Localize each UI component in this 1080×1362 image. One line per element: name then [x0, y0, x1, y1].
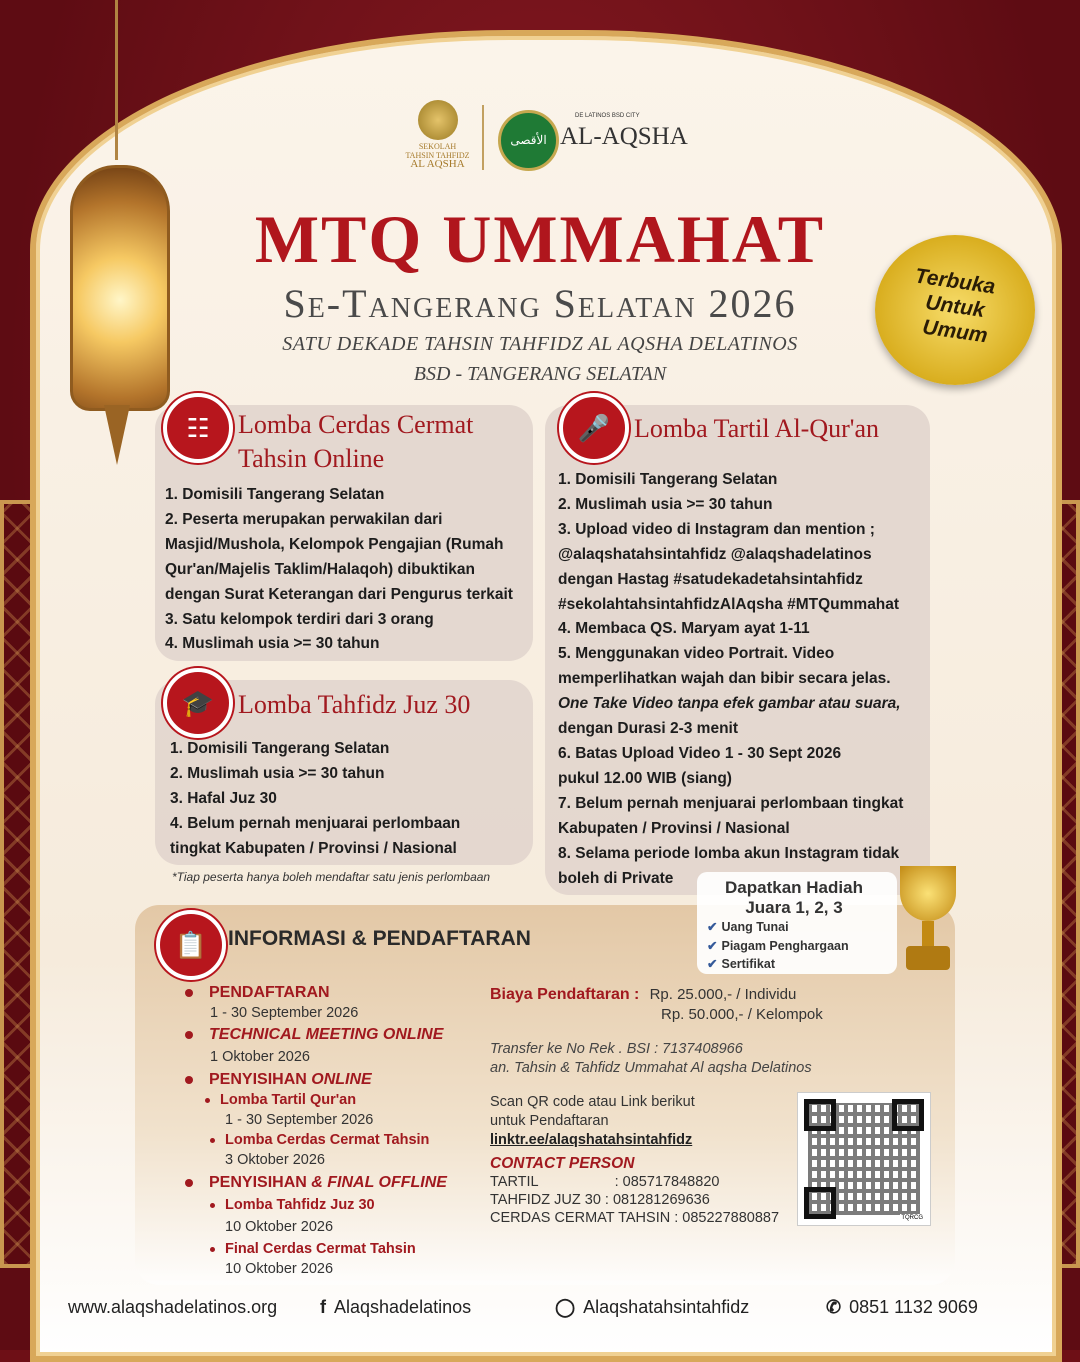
logos: [400, 95, 700, 185]
logo-subtext: DE LATINOS BSD CITY: [575, 113, 640, 119]
list-item: 6. Batas Upload Video 1 - 30 Sept 2026: [558, 744, 842, 762]
list-item: 2. Muslimah usia >= 30 tahun: [170, 764, 385, 782]
check-icon: ✔: [707, 938, 718, 953]
schedule-item: PENYISIHAN & FINAL OFFLINE: [185, 1173, 447, 1193]
subtitle: Se-Tangerang Selatan 2026: [283, 281, 797, 326]
tagline-line-2: BSD - TANGERANG SELATAN: [413, 363, 667, 385]
graduation-headset-icon: 🎓: [163, 668, 233, 738]
list-item: 4. Membaca QS. Maryam ayat 1-11: [558, 620, 810, 638]
al-aqsha-wordmark: AL-AQSHA: [560, 123, 688, 150]
sekolah-tahsin-logo: SEKOLAH TAHSIN TAHFIDZ AL AQSHA: [400, 95, 475, 185]
list-item: 1. Domisili Tangerang Selatan: [558, 471, 778, 488]
facebook-icon: f: [320, 1297, 326, 1317]
list-item: Masjid/Mushola, Kelompok Pengajian (Rumah: [165, 535, 504, 553]
list-item: ✔ Sertifikat: [707, 957, 775, 971]
list-item: dengan Durasi 2-3 menit: [558, 720, 739, 738]
list-item: 1. Domisili Tangerang Selatan: [165, 486, 385, 503]
contact-person: CONTACT PERSON TARTIL : 085717848820 TAHFIDZ JUZ 30 : 081281269636 CERDAS CERMAT TAHSIN : 085227880887: [490, 1155, 780, 1226]
schedule: PENDAFTARAN 1 - 30 September 2026 TECHNICAL MEETING ONLINE 1 Oktober 2026 PENYISIHAN ONLINE Lomba Tartil Qur'an 1 - 30 September 2026 Lomba Cerdas Cermat Tahsin 3 Oktober 2026 PENYISIHAN & FINAL OFFLINE Lomba Tahfidz Juz 30 10 Oktober 2026 Final Cerdas Cermat Tahsin 10 Oktober 2026: [185, 983, 447, 1279]
list-item: 4. Belum pernah menjuarai perlombaan: [170, 814, 461, 832]
instagram-icon: ◯: [555, 1297, 576, 1317]
list-item: 3. Upload video di Instagram dan mention ;: [558, 520, 875, 538]
cerdas-cermat-title: Lomba Cerdas Cermat Tahsin Online: [238, 410, 474, 473]
list-item: 2. Peserta merupakan perwakilan dari: [165, 510, 443, 528]
tahfidz-title: Lomba Tahfidz Juz 30: [238, 690, 471, 719]
al-aqsha-emblem-icon: الأقصى: [498, 110, 559, 171]
transfer-info: Transfer ke No Rek . BSI : 7137408966 an. Tahsin & Tahfidz Ummahat Al aqsha Delatinos: [490, 1041, 812, 1076]
terbuka-untuk-umum-seal: Terbuka Untuk Umum: [875, 235, 1035, 385]
phone-icon: ✆: [826, 1297, 842, 1317]
footer-facebook[interactable]: f Alaqshadelatinos: [320, 1297, 472, 1317]
list-item: boleh di Private: [558, 869, 674, 887]
list-item: tingkat Kabupaten / Provinsi / Nasional: [170, 839, 457, 857]
prize-box: Dapatkan Hadiah Juara 1, 2, 3 ✔ Uang Tunai ✔ Piagam Penghargaan ✔ Sertifikat: [697, 872, 897, 974]
tartil-title: Lomba Tartil Al-Qur'an: [634, 414, 879, 443]
tartil-rules: [558, 468, 903, 891]
check-icon: ✔: [707, 957, 718, 971]
list-item: 1. Domisili Tangerang Selatan: [170, 740, 390, 757]
list-item: 8. Selama periode lomba akun Instagram tidak: [558, 844, 900, 862]
list-item: 2. Muslimah usia >= 30 tahun: [558, 495, 773, 513]
fee: Biaya Pendaftaran : Rp. 25.000,- / Individu Rp. 50.000,- / Kelompok: [490, 986, 823, 1023]
clipboard-check-icon: 📋: [156, 910, 226, 980]
list-item: 4. Muslimah usia >= 30 tahun: [165, 635, 380, 653]
info-title: INFORMASI & PENDAFTARAN: [228, 927, 531, 950]
footer-instagram[interactable]: ◯ Alaqshatahsintahfidz: [555, 1297, 750, 1317]
schedule-item: PENDAFTARAN: [185, 983, 447, 1003]
list-item: Qur'an/Majelis Taklim/Halaqoh) dibuktikan: [165, 560, 476, 578]
tagline-line-1: SATU DEKADE TAHSIN TAHFIDZ AL AQSHA DELATINOS: [282, 333, 798, 355]
registration-link[interactable]: linktr.ee/alaqshatahsintahfidz: [490, 1132, 693, 1148]
qr-code[interactable]: TQRCG: [797, 1092, 931, 1226]
list-item: 3. Hafal Juz 30: [170, 789, 277, 807]
check-icon: ✔: [707, 920, 718, 934]
logo-divider: [482, 105, 484, 170]
list-item: ✔ Uang Tunai: [707, 920, 789, 934]
list-item: 7. Belum pernah menjuarai perlombaan tingkat: [558, 794, 904, 812]
list-item: pukul 12.00 WIB (siang): [558, 769, 732, 787]
list-item: dengan Surat Keterangan dari Pengurus terkait: [165, 585, 513, 603]
tahfidz-rules: [170, 737, 460, 862]
list-item: #sekolahtahsintahfidzAlAqsha #MTQummahat: [558, 595, 900, 613]
group-discussion-icon: ☷: [163, 393, 233, 463]
list-item: ✔ Piagam Penghargaan: [707, 938, 849, 953]
microphone-icon: 🎤: [559, 393, 629, 463]
footer-website[interactable]: www.alaqshadelatinos.org: [68, 1297, 278, 1317]
footer-phone[interactable]: ✆ 0851 1132 9069: [826, 1297, 978, 1317]
list-item: One Take Video tanpa efek gambar atau suara,: [558, 695, 901, 713]
registration-note: *Tiap peserta hanya boleh mendaftar satu jenis perlombaan: [172, 870, 491, 884]
list-item: dengan Hastag #satudekadetahsintahfidz: [558, 570, 863, 588]
cerdas-cermat-rules: [165, 483, 513, 657]
list-item: @alaqshatahsintahfidz @alaqshadelatinos: [558, 545, 872, 563]
list-item: 3. Satu kelompok terdiri dari 3 orang: [165, 610, 434, 628]
list-item: memperlihatkan wajah dan bibir secara jelas.: [558, 670, 891, 688]
main-title: MTQ UMMAHAT: [254, 201, 826, 277]
schedule-item: PENYISIHAN ONLINE: [185, 1070, 447, 1090]
list-item: Kabupaten / Provinsi / Nasional: [558, 819, 790, 837]
scan-info: Scan QR code atau Link berikut untuk Pendaftaran linktr.ee/alaqshatahsintahfidz: [490, 1094, 695, 1148]
list-item: 5. Menggunakan video Portrait. Video: [558, 645, 835, 663]
schedule-item: TECHNICAL MEETING ONLINE: [185, 1025, 447, 1045]
trophy-icon: [888, 866, 968, 976]
